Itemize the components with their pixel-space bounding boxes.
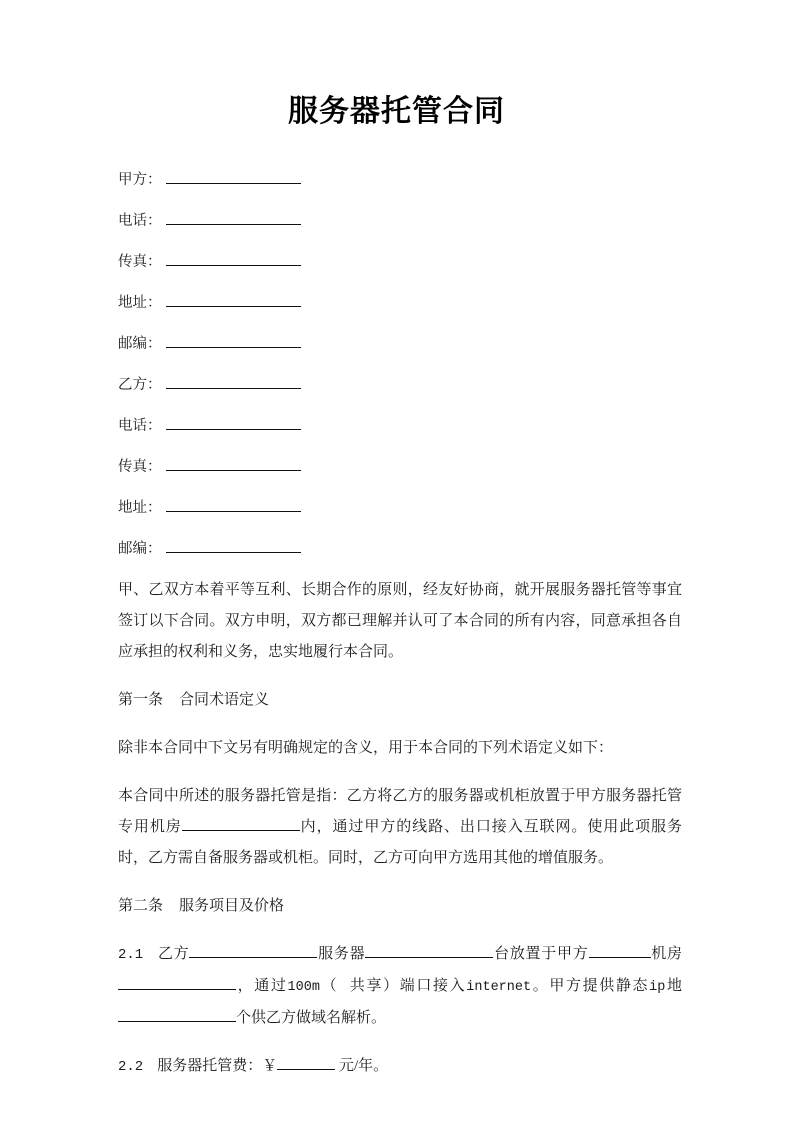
clause-2-1-ip-label: ip [649,980,666,995]
clause-2-1-seg-7: 。甲方提供静态 [531,978,650,994]
field-row-party-a-postcode [118,324,680,365]
definition-text-part-1: 本合同中所述的服务器托管是指：乙方将乙方的服务器或机柜放置于甲方服务器托管专用机房 [118,788,682,835]
article-1-heading [118,685,682,716]
clause-2-1-blank-party-b[interactable] [189,945,317,958]
article-2-title: 服务项目及价格 [179,898,285,914]
article-1-intro: 除非本合同中下文另有明确规定的含义，用于本合同的下列术语定义如下： [118,740,614,756]
clause-2-1-seg-9: 个供乙方做域名解析。 [236,1010,387,1026]
clause-2-1-seg-5: ，通过 [236,978,288,994]
field-row-party-b-address [118,488,680,529]
definition-blank-facility[interactable] [182,818,300,831]
clause-2-1 [118,939,682,1034]
article-2-number: 第二条 [118,898,164,914]
clause-2-1-seg-3: 台放置于甲方 [493,946,589,962]
clause-2-1-paren-close: ） [383,978,400,994]
clause-2-2-currency: ￥ [262,1058,278,1074]
contract-body [118,575,682,1100]
field-row-party-b-fax [118,447,680,488]
field-row-party-a-fax [118,242,680,283]
field-input-party-a[interactable] [166,172,301,184]
field-label-party-b: 乙方： [118,377,162,393]
field-label-party-b-fax: 传真： [118,459,162,475]
party-fields-block [118,160,680,570]
field-label-party-b-phone: 电话： [118,418,162,434]
field-label-party-b-address: 地址： [118,500,162,516]
clause-2-2-blank-fee[interactable] [277,1057,335,1070]
field-label-party-b-postcode: 邮编： [118,541,162,557]
clause-2-2-seg-1: 服务器托管费： [157,1058,263,1074]
field-row-party-a-phone [118,201,680,242]
clause-2-2-seg-2: 元/年。 [339,1058,389,1074]
clause-2-1-blank-server-count[interactable] [365,945,493,958]
article-1-number: 第一条 [118,692,164,708]
clause-2-1-bandwidth: 100m [287,980,320,995]
field-label-party-a-fax: 传真： [118,254,162,270]
article-1-definition [118,781,682,874]
field-row-party-b-phone [118,406,680,447]
clause-2-2 [118,1051,682,1083]
field-label-party-a-phone: 电话： [118,213,162,229]
field-input-party-b-postcode[interactable] [166,541,301,553]
field-input-party-a-postcode[interactable] [166,336,301,348]
clause-2-1-paren-open: （ [319,978,339,994]
field-input-party-b-address[interactable] [166,500,301,512]
clause-2-1-network: internet [466,980,532,995]
clause-2-1-share-label: 共享 [348,978,384,994]
field-label-party-a: 甲方： [118,172,162,188]
clause-2-1-seg-6: 端口接入 [399,978,467,994]
field-input-party-a-address[interactable] [166,295,301,307]
field-row-party-a-address [118,283,680,324]
field-row-party-b [118,365,680,406]
preamble-paragraph: 甲、乙双方本着平等互利、长期合作的原则，经友好协商，就开展服务器托管等事宜签订以下合同。双方申明，双方都已理解并认可了本合同的所有内容，同意承担各自应承担的权利和义务，忠实地履行本合同。 [118,582,682,660]
article-2-heading [118,891,682,922]
clause-2-1-blank-party-a[interactable] [589,945,651,958]
field-row-party-b-postcode [118,529,680,570]
field-input-party-b-phone[interactable] [166,418,301,430]
clause-2-2-number: 2.2 [118,1059,144,1075]
clause-2-1-blank-facility[interactable] [118,977,236,990]
field-row-party-a [118,160,680,201]
clause-2-1-seg-4: 机房 [650,946,682,962]
field-input-party-a-phone[interactable] [166,213,301,225]
clause-2-1-number: 2.1 [118,947,144,963]
article-1-title: 合同术语定义 [179,692,270,708]
clause-2-1-seg-2: 服务器 [317,946,366,962]
definition-text-part-2: 内，通过甲方的线路、出口接入互联网。使用此项服务时，乙方需自备服务器或机柜。同时，乙方可向甲方选用其他的增值服务。 [118,819,682,866]
clause-2-1-seg-8: 地 [665,978,682,994]
field-input-party-b[interactable] [166,377,301,389]
clause-2-1-blank-ip-count[interactable] [118,1009,236,1022]
page-title: 服务器托管合同 [288,95,505,128]
field-label-party-a-address: 地址： [118,295,162,311]
field-input-party-a-fax[interactable] [166,254,301,266]
field-label-party-a-postcode: 邮编： [118,336,162,352]
clause-2-1-seg-1: 乙方 [157,946,190,962]
field-input-party-b-fax[interactable] [166,459,301,471]
